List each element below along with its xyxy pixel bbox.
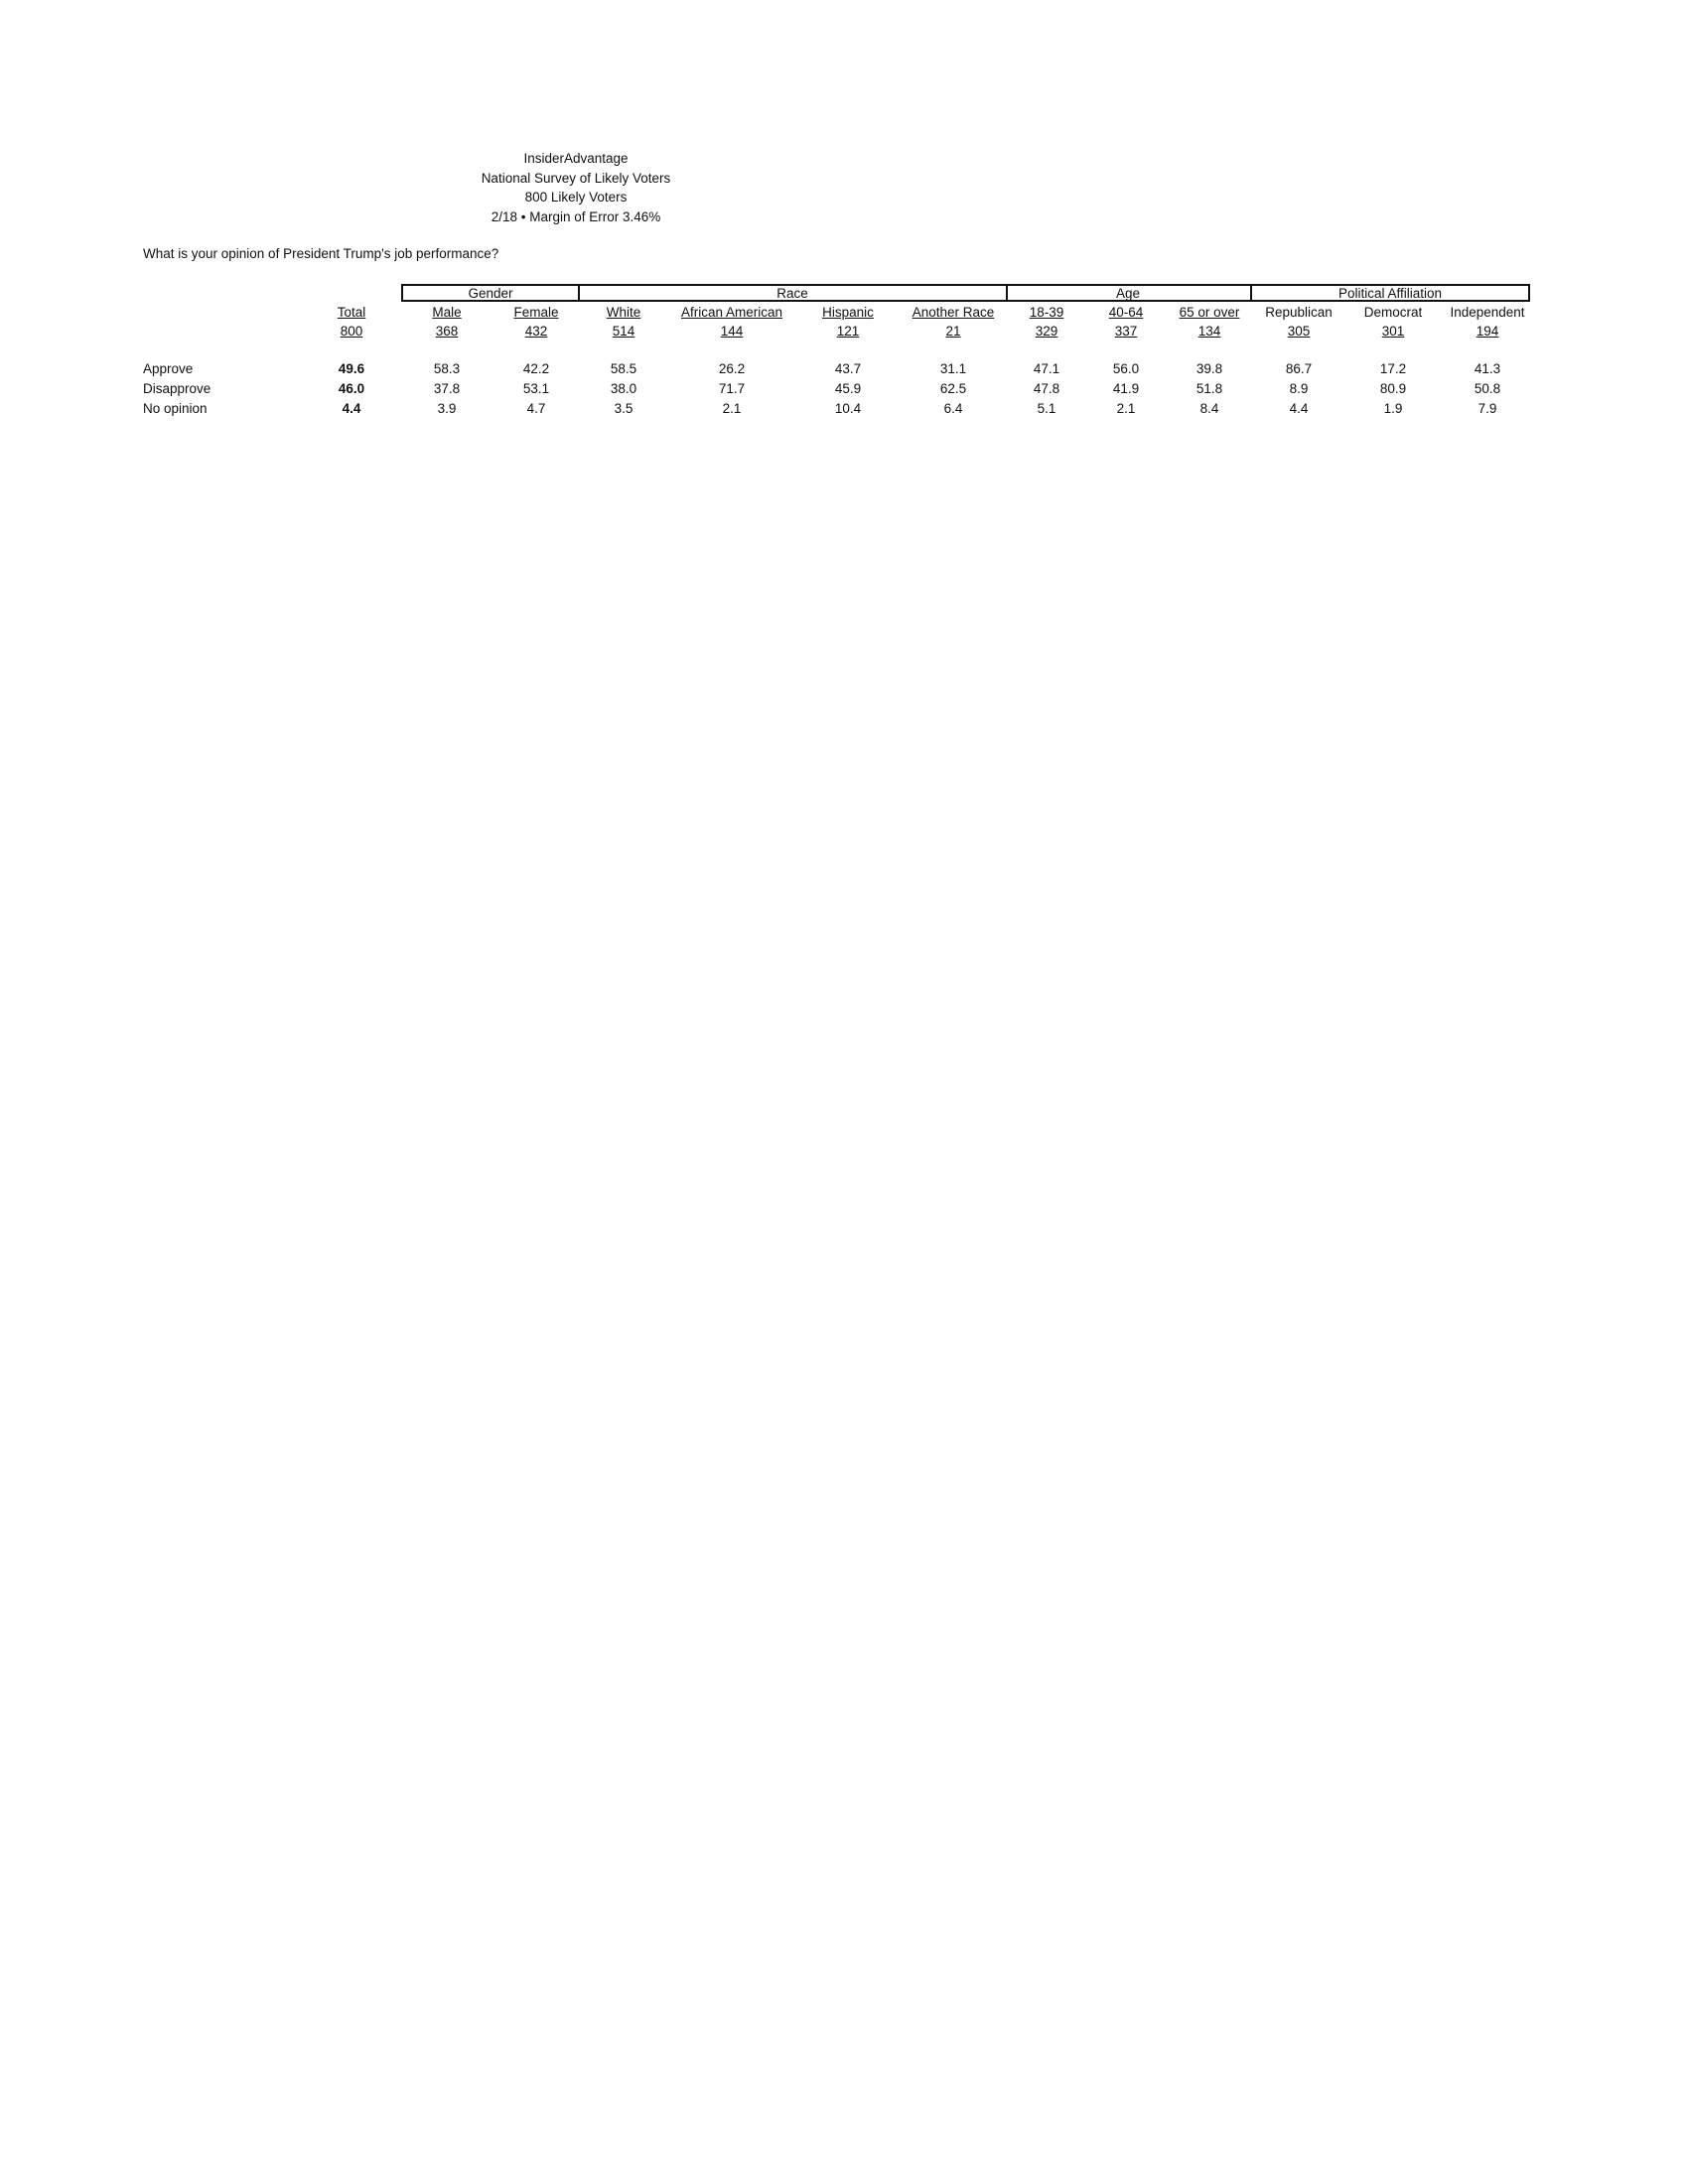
column-header: Republican bbox=[1265, 305, 1333, 320]
table-cell: 10.4 bbox=[834, 401, 862, 416]
column-sample-size: 121 bbox=[836, 324, 860, 339]
column-sample-size: 144 bbox=[720, 324, 744, 339]
table-cell: 17.2 bbox=[1379, 361, 1407, 376]
column-sample-size: 329 bbox=[1035, 324, 1058, 339]
table-cell: 8.9 bbox=[1289, 381, 1309, 396]
column-sample-size: 800 bbox=[340, 324, 363, 339]
table-cell: 26.2 bbox=[718, 361, 746, 376]
group-label-gender: Gender bbox=[468, 286, 513, 301]
column-sample-size: 514 bbox=[612, 324, 635, 339]
table-cell: 86.7 bbox=[1285, 361, 1313, 376]
table-cell: 80.9 bbox=[1379, 381, 1407, 396]
column-sample-size: 432 bbox=[524, 324, 548, 339]
group-divider bbox=[1250, 284, 1252, 302]
column-sample-size: 134 bbox=[1197, 324, 1221, 339]
column-sample-size: 368 bbox=[435, 324, 459, 339]
column-header: Democrat bbox=[1363, 305, 1423, 320]
row-label: No opinion bbox=[143, 401, 208, 416]
table-cell: 50.8 bbox=[1474, 381, 1501, 396]
header-line-2: National Survey of Likely Voters bbox=[481, 170, 671, 186]
column-header: Male bbox=[432, 305, 462, 320]
column-header: Female bbox=[513, 305, 559, 320]
table-cell: 4.4 bbox=[342, 401, 361, 416]
table-cell: 71.7 bbox=[718, 381, 746, 396]
table-cell: 58.3 bbox=[433, 361, 461, 376]
table-cell: 3.9 bbox=[437, 401, 457, 416]
column-header: Independent bbox=[1450, 305, 1525, 320]
report-header bbox=[427, 149, 725, 226]
column-header: Another Race bbox=[912, 305, 995, 320]
table-cell: 31.1 bbox=[939, 361, 967, 376]
column-sample-size: 305 bbox=[1287, 324, 1311, 339]
group-label-race: Race bbox=[776, 286, 808, 301]
row-label: Approve bbox=[143, 361, 194, 376]
table-cell: 8.4 bbox=[1199, 401, 1219, 416]
table-cell: 42.2 bbox=[522, 361, 550, 376]
table-cell: 4.7 bbox=[526, 401, 546, 416]
table-cell: 5.1 bbox=[1037, 401, 1056, 416]
group-label-political-affiliation: Political Affiliation bbox=[1337, 286, 1443, 301]
column-sample-size: 301 bbox=[1381, 324, 1405, 339]
table-cell: 46.0 bbox=[338, 381, 365, 396]
column-sample-size: 194 bbox=[1476, 324, 1499, 339]
table-cell: 7.9 bbox=[1477, 401, 1497, 416]
table-cell: 58.5 bbox=[610, 361, 637, 376]
table-cell: 62.5 bbox=[939, 381, 967, 396]
column-header: Hispanic bbox=[822, 305, 874, 320]
table-cell: 39.8 bbox=[1196, 361, 1223, 376]
column-header: 40-64 bbox=[1108, 305, 1144, 320]
table-cell: 1.9 bbox=[1383, 401, 1403, 416]
table-cell: 41.3 bbox=[1474, 361, 1501, 376]
column-header: White bbox=[606, 305, 641, 320]
table-cell: 49.6 bbox=[338, 361, 365, 376]
column-sample-size: 21 bbox=[945, 324, 961, 339]
header-line-4: 2/18 • Margin of Error 3.46% bbox=[491, 208, 661, 224]
table-cell: 37.8 bbox=[433, 381, 461, 396]
row-label: Disapprove bbox=[143, 381, 211, 396]
table-cell: 4.4 bbox=[1289, 401, 1309, 416]
table-cell: 6.4 bbox=[943, 401, 963, 416]
header-line-1: InsiderAdvantage bbox=[523, 151, 629, 166]
header-line-3: 800 Likely Voters bbox=[524, 190, 628, 205]
table-cell: 2.1 bbox=[722, 401, 742, 416]
table-cell: 45.9 bbox=[834, 381, 862, 396]
column-header: 65 or over bbox=[1179, 305, 1240, 320]
group-label-age: Age bbox=[1115, 286, 1141, 301]
column-header: Total bbox=[337, 305, 366, 320]
table-cell: 56.0 bbox=[1112, 361, 1140, 376]
survey-question: What is your opinion of President Trump's job performance? bbox=[143, 246, 499, 261]
table-cell: 3.5 bbox=[614, 401, 633, 416]
table-cell: 53.1 bbox=[522, 381, 550, 396]
table-cell: 38.0 bbox=[610, 381, 637, 396]
table-cell: 41.9 bbox=[1112, 381, 1140, 396]
group-divider bbox=[1006, 284, 1008, 302]
column-header: African American bbox=[680, 305, 783, 320]
table-cell: 43.7 bbox=[834, 361, 862, 376]
column-sample-size: 337 bbox=[1114, 324, 1138, 339]
column-header: 18-39 bbox=[1029, 305, 1064, 320]
table-cell: 47.1 bbox=[1033, 361, 1060, 376]
table-cell: 2.1 bbox=[1116, 401, 1136, 416]
table-cell: 51.8 bbox=[1196, 381, 1223, 396]
table-cell: 47.8 bbox=[1033, 381, 1060, 396]
group-divider bbox=[578, 284, 580, 302]
